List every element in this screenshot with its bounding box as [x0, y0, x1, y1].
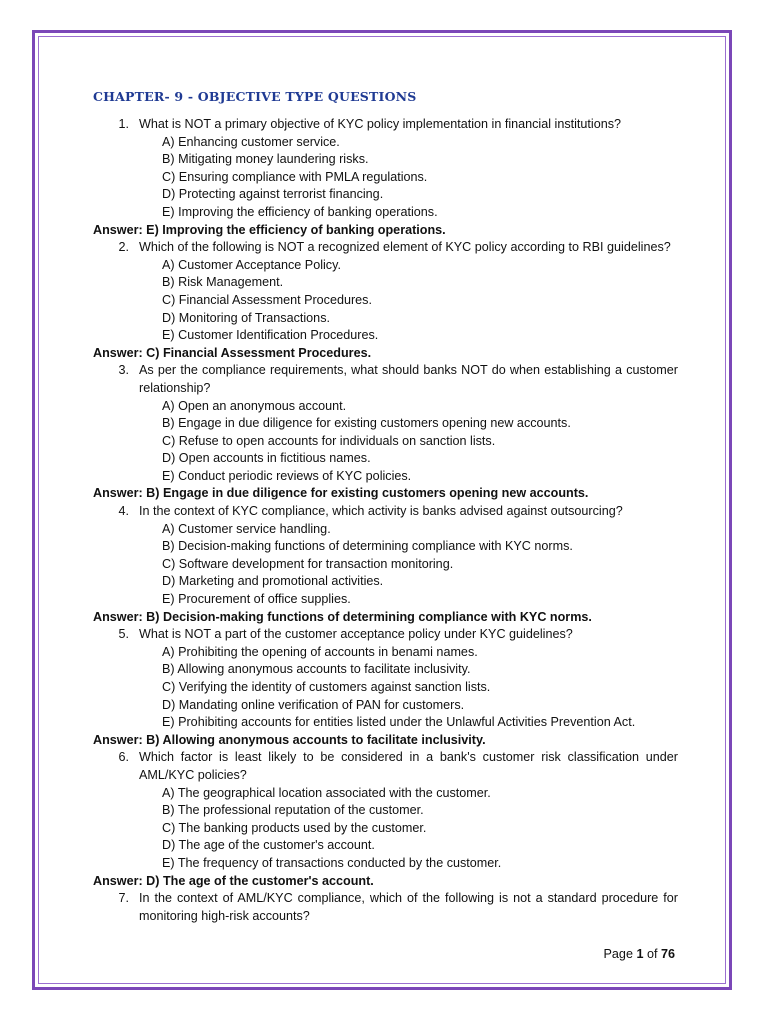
answer-option: D) Marketing and promotional activities.: [162, 574, 384, 589]
question-text: As per the compliance requirements, what should banks NOT do when establishing a customer relationship?: [139, 363, 678, 395]
answer-option: E) The frequency of transactions conducted by the customer.: [162, 855, 502, 870]
answer-key: Answer: B) Allowing anonymous accounts to facilitate inclusivity.: [93, 732, 486, 747]
page-of: of: [643, 947, 661, 961]
question-text: In the context of KYC compliance, which activity is banks advised against outsourcing?: [139, 504, 623, 519]
answer-option: B) Allowing anonymous accounts to facilitate inclusivity.: [162, 662, 471, 677]
question-2: [93, 239, 678, 257]
page-current: 1: [636, 947, 644, 961]
answer-option: D) Monitoring of Transactions.: [162, 310, 330, 325]
question-text: In the context of AML/KYC compliance, which of the following is not a standard procedure for monitoring high-risk accounts?: [139, 891, 678, 923]
question-number: 6.: [118, 750, 129, 765]
question-6: [93, 749, 678, 784]
answer-option: C) The banking products used by the customer.: [162, 820, 427, 835]
question-text: What is NOT a part of the customer acceptance policy under KYC guidelines?: [139, 627, 573, 642]
answer-option: D) Mandating online verification of PAN for customers.: [162, 697, 465, 712]
question-5: [93, 626, 678, 644]
answer-option: B) Risk Management.: [162, 275, 284, 290]
question-number: 5.: [118, 627, 129, 642]
answer-option: A) The geographical location associated with the customer.: [162, 785, 491, 800]
answer-key: Answer: D) The age of the customer's account.: [93, 873, 374, 888]
question-number: 2.: [118, 240, 129, 255]
question-7: [93, 890, 678, 925]
question-text: Which of the following is NOT a recognized element of KYC policy according to RBI guidelines?: [139, 240, 671, 255]
answer-option: C) Verifying the identity of customers against sanction lists.: [162, 680, 491, 694]
question-number: 3.: [118, 363, 129, 378]
answer-option: E) Conduct periodic reviews of KYC policies.: [162, 468, 412, 483]
answer-key: Answer: B) Decision-making functions of determining compliance with KYC norms.: [93, 609, 592, 624]
answer-option: D) Protecting against terrorist financing.: [162, 187, 384, 202]
answer-option: A) Enhancing customer service.: [162, 134, 340, 149]
answer-option: A) Open an anonymous account.: [162, 398, 347, 413]
question-number: 4.: [118, 504, 129, 519]
answer-option: C) Refuse to open accounts for individuals on sanction lists.: [162, 433, 496, 448]
answer-option: B) Decision-making functions of determining compliance with KYC norms.: [162, 539, 573, 554]
question-text: Which factor is least likely to be considered in a bank's customer risk classification under AML/KYC policies?: [139, 750, 678, 782]
page-label: Page: [603, 947, 637, 961]
answer-option: C) Software development for transaction monitoring.: [162, 556, 454, 571]
answer-option: A) Prohibiting the opening of accounts in benami names.: [162, 644, 478, 659]
question-number: 7.: [118, 891, 129, 906]
answer-option: A) Customer Acceptance Policy.: [162, 257, 341, 272]
answer-option: E) Customer Identification Procedures.: [162, 328, 379, 343]
answer-option: B) Mitigating money laundering risks.: [162, 152, 369, 167]
question-list: [93, 116, 678, 925]
answer-option: C) Financial Assessment Procedures.: [162, 292, 372, 307]
answer-option: A) Customer service handling.: [162, 521, 331, 536]
question-text: What is NOT a primary objective of KYC policy implementation in financial institutions?: [139, 117, 622, 131]
answer-option: E) Improving the efficiency of banking operations.: [162, 204, 438, 219]
page-footer: [604, 947, 675, 961]
chapter-title: CHAPTER- 9 - OBJECTIVE TYPE QUESTIONS: [93, 89, 417, 104]
page-total: 76: [660, 947, 675, 961]
answer-option: B) Engage in due diligence for existing customers opening new accounts.: [162, 416, 571, 431]
answer-key: Answer: B) Engage in due diligence for existing customers opening new accounts.: [93, 486, 589, 501]
answer-key: Answer: E) Improving the efficiency of banking operations.: [93, 222, 446, 237]
answer-option: D) The age of the customer's account.: [162, 838, 375, 853]
document-content: [93, 88, 678, 925]
question-3: [93, 362, 678, 397]
question-1: [93, 116, 678, 134]
question-number: 1.: [118, 117, 129, 131]
answer-key: Answer: C) Financial Assessment Procedures.: [93, 345, 372, 360]
answer-option: E) Procurement of office supplies.: [162, 592, 351, 607]
answer-option: C) Ensuring compliance with PMLA regulations.: [162, 169, 428, 184]
answer-option: B) The professional reputation of the customer.: [162, 803, 424, 818]
question-4: [93, 503, 678, 521]
answer-option: E) Prohibiting accounts for entities listed under the Unlawful Activities Prevention Act.: [162, 715, 636, 730]
answer-option: D) Open accounts in fictitious names.: [162, 451, 371, 466]
